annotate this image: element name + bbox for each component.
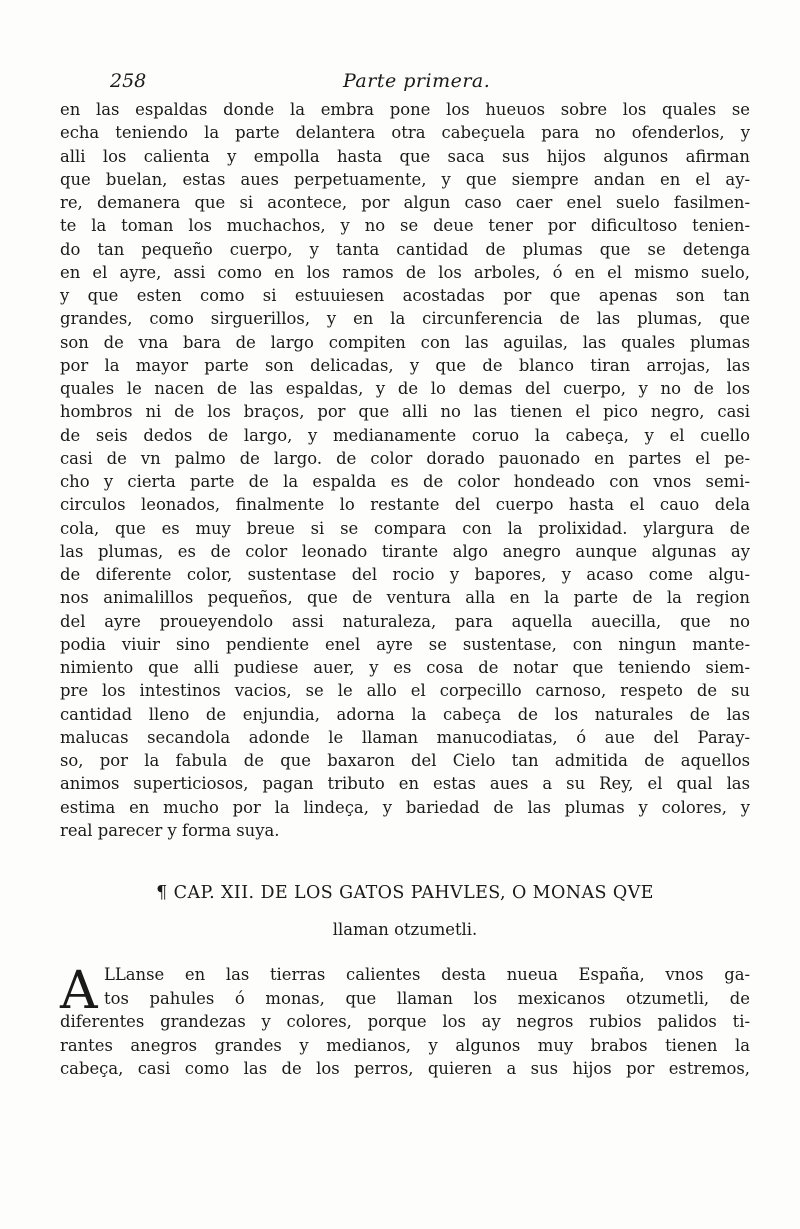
text-line: nos animalillos pequeños, que de ventura alla en la parte de la region [60, 588, 750, 608]
text-line: cola, que es muy breue si se compara con la prolixidad. ylargura de [60, 518, 750, 538]
drop-cap: A [60, 961, 98, 1021]
text-line: de diferente color, sustentase del rocio y bapores, y acaso come algu- [60, 565, 750, 584]
text-line: grandes, como sirguerillos, y en la circunferencia de las plumas, que [60, 309, 750, 329]
text-line: estima en mucho por la lindeça, y bariedad de las plumas y colores, y [60, 797, 750, 817]
text-line: rantes anegros grandes y medianos, y algunos muy brabos tienen la [60, 1035, 750, 1055]
running-title: Parte primera. [343, 70, 491, 92]
paragraph-birds [60, 98, 750, 842]
text-line: y que esten como si estuuiesen acostadas por que apenas son tan [60, 286, 750, 305]
page-number: 258 [110, 70, 147, 92]
text-line: nimiento que alli pudiese auer, y es cosa de notar que teniendo siem- [60, 658, 750, 677]
text-line: en las espaldas donde la embra pone los hueuos sobre los quales se [60, 100, 750, 119]
chapter-heading: ¶ CAP. XII. DE LOS GATOS PAHVLES, O MONAS QVE [156, 883, 654, 903]
page-header [60, 70, 750, 96]
text-line: quales le nacen de las espaldas, y de lo demas del cuerpo, y no de los [60, 379, 750, 398]
text-line: circulos leonados, finalmente lo restante del cuerpo hasta el cauo dela [60, 495, 750, 515]
text-line: son de vna bara de largo compiten con las aguilas, las quales plumas [60, 332, 750, 352]
text-line: animos superticiosos, pagan tributo en estas aues a su Rey, el qual las [60, 774, 750, 794]
text-line: del ayre proueyendolo assi naturaleza, para aquella auecilla, que no [60, 611, 750, 631]
text-line: re, demanera que si acontece, por algun caso caer enel suelo fasilmen- [60, 193, 750, 212]
text-line: pre los intestinos vacios, se le allo el corpecillo carnoso, respeto de su [60, 681, 750, 701]
text-line: real parecer y forma suya. [60, 820, 280, 840]
text-line: cabeça, casi como las de los perros, quieren a sus hijos por estremos, [60, 1059, 750, 1078]
text-line: do tan pequeño cuerpo, y tanta cantidad de plumas que se detenga [60, 239, 750, 259]
text-line: so, por la fabula de que baxaron del Cielo tan admitida de aquellos [60, 751, 750, 770]
text-line: LLanse en las tierras calientes desta nueua España, vnos ga- [104, 965, 750, 984]
text-line: diferentes grandezas y colores, porque los ay negros rubios palidos ti- [60, 1012, 750, 1031]
text-line: por la mayor parte son delicadas, y que de blanco tiran arrojas, las [60, 355, 750, 375]
chapter-subheading: llaman otzumetli. [332, 920, 478, 939]
text-line: en el ayre, assi como en los ramos de los arboles, ó en el mismo suelo, [60, 262, 750, 282]
text-line: alli los calienta y empolla hasta que saca sus hijos algunos afirman [60, 146, 750, 166]
text-line: de seis dedos de largo, y medianamente coruo la cabeça, y el cuello [60, 425, 750, 445]
text-line: casi de vn palmo de largo. de color dorado pauonado en partes el pe- [60, 448, 750, 468]
text-line: tos pahules ó monas, que llaman los mexicanos otzumetli, de [104, 988, 750, 1008]
text-line: cantidad lleno de enjundia, adorna la cabeça de los naturales de las [60, 704, 750, 724]
text-line: las plumas, es de color leonado tirante algo anegro aunque algunas ay [60, 541, 750, 561]
text-line: podia viuir sino pendiente enel ayre se sustentase, con ningun mante- [60, 634, 750, 654]
text-line: malucas secandola adonde le llaman manucodiatas, ó aue del Paray- [60, 727, 750, 747]
paragraph-monkeys [60, 963, 750, 1081]
text-line: hombros ni de los braços, por que alli no las tienen el pico negro, casi [60, 402, 750, 422]
text-line: cho y cierta parte de la espalda es de color hondeado con vnos semi- [60, 472, 750, 491]
text-line: te la toman los muchachos, y no se deue tener por dificultoso tenien- [60, 216, 750, 236]
text-line: echa teniendo la parte delantera otra cabeçuela para no ofenderlos, y [60, 123, 750, 143]
text-line: que buelan, estas aues perpetuamente, y que siempre andan en el ay- [60, 169, 750, 189]
